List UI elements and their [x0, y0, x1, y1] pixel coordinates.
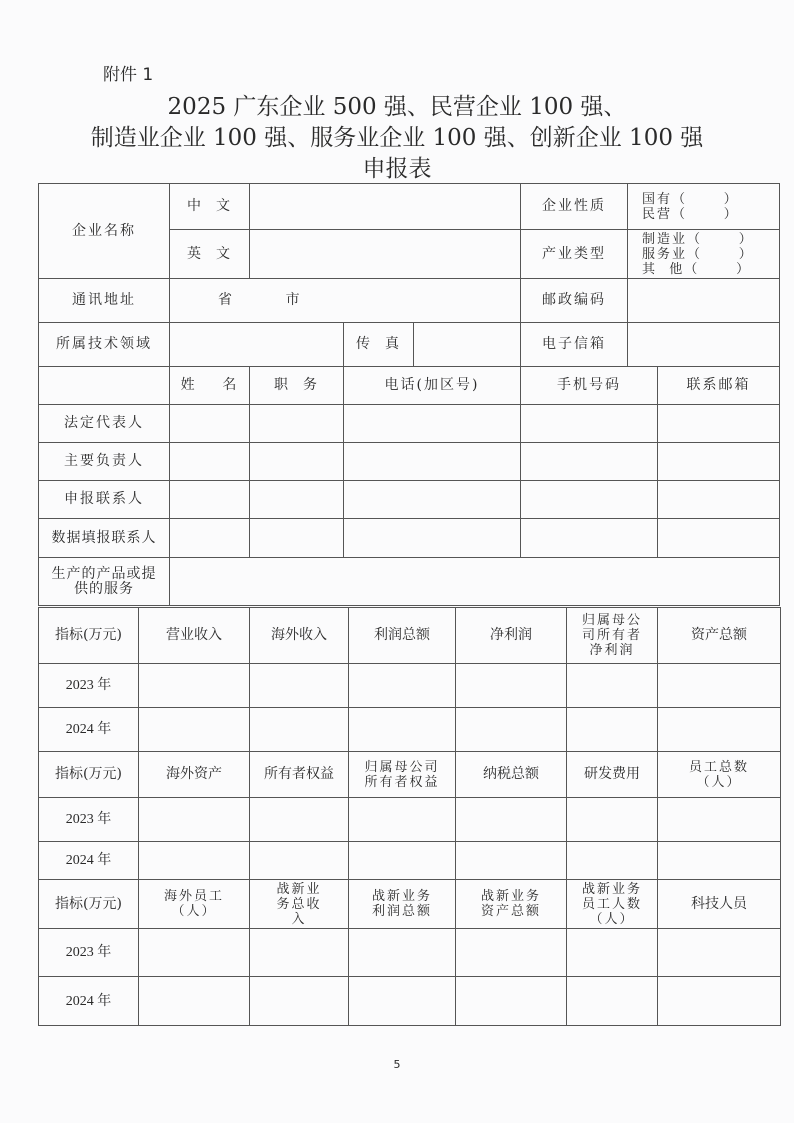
- indicators-table: [38, 607, 781, 1026]
- products-services-label: 生产的产品或提供的服务: [39, 558, 170, 606]
- column-header: 战新业务资产总额: [456, 880, 567, 929]
- contact-phone-field[interactable]: [344, 519, 521, 558]
- form-title-line-2: 制造业企业 100 强、服务业企业 100 强、创新企业 100 强: [90, 125, 704, 151]
- contact-position-field[interactable]: [250, 519, 344, 558]
- company-nature-label: 企业性质: [521, 184, 628, 230]
- contact-name-field[interactable]: [170, 405, 250, 443]
- data-cell[interactable]: [349, 977, 456, 1026]
- contact-phone-field[interactable]: [344, 481, 521, 519]
- fax-label: 传 真: [344, 323, 414, 367]
- contact-position-field[interactable]: [250, 481, 344, 519]
- address-field[interactable]: 省 市: [170, 279, 521, 323]
- contacts-header-email: 联系邮箱: [658, 367, 780, 405]
- data-cell[interactable]: [250, 977, 349, 1026]
- column-header: 科技人员: [658, 880, 781, 929]
- column-header: 战新业务利润总额: [349, 880, 456, 929]
- data-cell[interactable]: [456, 664, 567, 708]
- industry-type-options[interactable]: [628, 230, 780, 279]
- column-header: 战新业务总收入: [250, 880, 349, 929]
- data-cell[interactable]: [139, 664, 250, 708]
- email-label: 电子信箱: [521, 323, 628, 367]
- option-service[interactable]: 服务业（ ）: [642, 246, 754, 262]
- option-state-owned[interactable]: 国有（ ）: [642, 191, 739, 207]
- chinese-name-label: 中 文: [170, 184, 250, 230]
- column-header: 海外资产: [139, 752, 250, 798]
- data-cell[interactable]: [456, 929, 567, 977]
- year-label: 2024 年: [39, 708, 139, 752]
- data-cell[interactable]: [658, 664, 781, 708]
- contact-row-label: 主要负责人: [39, 443, 170, 481]
- products-services-field[interactable]: [170, 558, 780, 606]
- data-cell[interactable]: [250, 798, 349, 842]
- data-cell[interactable]: [658, 842, 781, 880]
- data-cell[interactable]: [349, 842, 456, 880]
- year-label: 2024 年: [39, 977, 139, 1026]
- data-cell[interactable]: [658, 977, 781, 1026]
- contact-email-field[interactable]: [658, 443, 780, 481]
- column-header: 利润总额: [349, 608, 456, 664]
- column-header: 纳税总额: [456, 752, 567, 798]
- data-cell[interactable]: [567, 977, 658, 1026]
- contact-mobile-field[interactable]: [521, 481, 658, 519]
- address-label: 通讯地址: [39, 279, 170, 323]
- column-header: 海外员工（人）: [139, 880, 250, 929]
- contact-position-field[interactable]: [250, 443, 344, 481]
- postcode-label: 邮政编码: [521, 279, 628, 323]
- data-cell[interactable]: [250, 842, 349, 880]
- column-header: 员工总数（人）: [658, 752, 781, 798]
- form-title-line-3: 申报表: [362, 156, 432, 182]
- column-header: 研发费用: [567, 752, 658, 798]
- column-header: 资产总额: [658, 608, 781, 664]
- contact-name-field[interactable]: [170, 519, 250, 558]
- fax-field[interactable]: [414, 323, 521, 367]
- contact-email-field[interactable]: [658, 519, 780, 558]
- option-other[interactable]: 其 他（ ）: [642, 261, 752, 277]
- data-cell[interactable]: [567, 929, 658, 977]
- data-cell[interactable]: [658, 708, 781, 752]
- column-header: 海外收入: [250, 608, 349, 664]
- page-number: 5: [393, 1058, 401, 1071]
- english-name-label: 英 文: [170, 230, 250, 279]
- data-cell[interactable]: [567, 798, 658, 842]
- data-cell[interactable]: [139, 977, 250, 1026]
- contacts-header-name: 姓 名: [170, 367, 250, 405]
- contact-row-label: 法定代表人: [39, 405, 170, 443]
- data-cell[interactable]: [567, 842, 658, 880]
- data-cell[interactable]: [139, 798, 250, 842]
- data-cell[interactable]: [567, 708, 658, 752]
- data-cell[interactable]: [349, 708, 456, 752]
- contact-email-field[interactable]: [658, 481, 780, 519]
- tech-field-label: 所属技术领域: [39, 323, 170, 367]
- year-label: 2023 年: [39, 929, 139, 977]
- data-cell[interactable]: [658, 798, 781, 842]
- company-nature-options[interactable]: [628, 184, 780, 230]
- column-header: 营业收入: [139, 608, 250, 664]
- data-cell[interactable]: [139, 929, 250, 977]
- form-title-line-1: 2025 广东企业 500 强、民营企业 100 强、: [167, 94, 627, 120]
- contacts-header-mobile: 手机号码: [521, 367, 658, 405]
- contact-phone-field[interactable]: [344, 405, 521, 443]
- data-cell[interactable]: [456, 708, 567, 752]
- year-label: 2023 年: [39, 664, 139, 708]
- option-private[interactable]: 民营（ ）: [642, 206, 739, 222]
- english-name-field[interactable]: [250, 230, 521, 279]
- data-cell[interactable]: [567, 664, 658, 708]
- attachment-label: 附件 1: [103, 65, 154, 85]
- data-cell[interactable]: [250, 929, 349, 977]
- indicator-header: 指标(万元): [39, 752, 139, 798]
- data-cell[interactable]: [349, 664, 456, 708]
- contact-row-label: 数据填报联系人: [39, 519, 170, 558]
- data-cell[interactable]: [139, 842, 250, 880]
- data-cell[interactable]: [349, 929, 456, 977]
- company-name-label: 企业名称: [39, 184, 170, 279]
- year-label: 2024 年: [39, 842, 139, 880]
- data-cell[interactable]: [250, 664, 349, 708]
- indicator-header: 指标(万元): [39, 880, 139, 929]
- contacts-header-position: 职 务: [250, 367, 344, 405]
- column-header: 归属母公司所有者净利润: [567, 608, 658, 664]
- email-field[interactable]: [628, 323, 780, 367]
- column-header: 净利润: [456, 608, 567, 664]
- basic-info-table: [38, 183, 780, 606]
- contacts-header-phone: 电话(加区号): [344, 367, 521, 405]
- tech-field-input[interactable]: [170, 323, 344, 367]
- industry-type-label: 产业类型: [521, 230, 628, 279]
- contacts-header-corner: [39, 367, 170, 405]
- data-cell[interactable]: [250, 708, 349, 752]
- data-cell[interactable]: [658, 929, 781, 977]
- contact-mobile-field[interactable]: [521, 443, 658, 481]
- contact-position-field[interactable]: [250, 405, 344, 443]
- column-header: 归属母公司所有者权益: [349, 752, 456, 798]
- data-cell[interactable]: [456, 977, 567, 1026]
- contact-mobile-field[interactable]: [521, 519, 658, 558]
- contact-name-field[interactable]: [170, 443, 250, 481]
- data-cell[interactable]: [349, 798, 456, 842]
- data-cell[interactable]: [456, 842, 567, 880]
- year-label: 2023 年: [39, 798, 139, 842]
- contact-email-field[interactable]: [658, 405, 780, 443]
- indicator-header: 指标(万元): [39, 608, 139, 664]
- data-cell[interactable]: [456, 798, 567, 842]
- contact-mobile-field[interactable]: [521, 405, 658, 443]
- chinese-name-field[interactable]: [250, 184, 521, 230]
- data-cell[interactable]: [139, 708, 250, 752]
- postcode-field[interactable]: [628, 279, 780, 323]
- contact-name-field[interactable]: [170, 481, 250, 519]
- option-manufacturing[interactable]: 制造业（ ）: [642, 231, 754, 247]
- column-header: 所有者权益: [250, 752, 349, 798]
- column-header: 战新业务员工人数（人）: [567, 880, 658, 929]
- contact-phone-field[interactable]: [344, 443, 521, 481]
- contact-row-label: 申报联系人: [39, 481, 170, 519]
